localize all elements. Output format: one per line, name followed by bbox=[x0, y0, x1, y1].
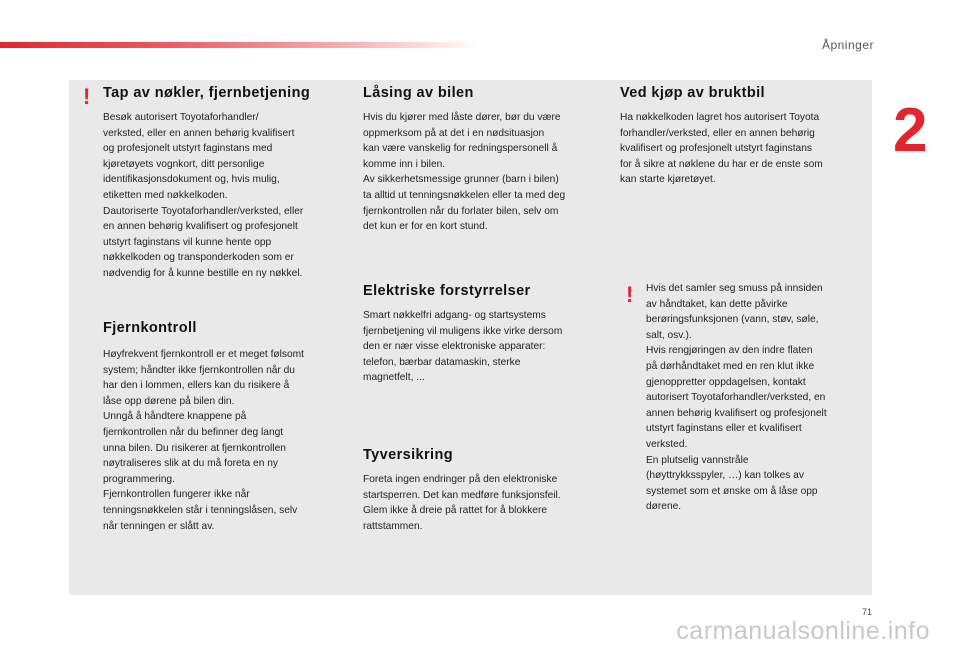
warning-icon: ! bbox=[83, 84, 91, 109]
column-2-immobiliser bbox=[363, 447, 613, 534]
column-1-remote bbox=[103, 320, 353, 534]
remote-control-text: Høyfrekvent fjernkontroll er et meget følsomt system; håndter ikke fjernkontrollen når du har den i lommen, ellers kan du risikere å låse opp dørene på bilen din. Unngå å håndtere knappene på fjernkontrollen når du befinner deg langt unna bilen. Du risikerer at fjernkontrollen nøytraliseres slik at du må foreta en ny programmering. Fjernkontrollen fungerer ikke når tenningsnøkkelen står i tenningslåsen, selv når tenningen er slått av. bbox=[103, 349, 304, 532]
section-title: Åpninger bbox=[821, 38, 874, 52]
heading-used-car: Ved kjøp av bruktbil bbox=[620, 85, 765, 101]
heading-electrical-interference: Elektriske forstyrrelser bbox=[363, 283, 531, 299]
warning-icon: ! bbox=[626, 282, 634, 307]
watermark: carmanualsonline.info bbox=[676, 617, 930, 645]
interference-text: Smart nøkkelfri adgang- og startsystems fjernbetjening vil muligens ikke virke dersom den er nær visse elektroniske apparater: telefon, bærbar datamaskin, sterke magnetfelt, ... bbox=[363, 310, 563, 384]
heading-locking: Låsing av bilen bbox=[363, 85, 474, 101]
locking-text: Hvis du kjører med låste dører, bør du være oppmerksom på at det i en nødsituasjon kan være vanskelig for redningspersonell å komme inn i bilen. Av sikkerhetsmessige grunner (barn i bilen) ta alltid ut tenningsnøkkelen eller ta med deg fjernkontrollen når du forlater bilen, selv om det kun er for en kort stund. bbox=[363, 112, 566, 233]
column-2-interference bbox=[363, 283, 613, 386]
chapter-number: 2 bbox=[893, 96, 928, 165]
page-number: 71 bbox=[861, 607, 872, 617]
column-3-used-car bbox=[620, 85, 870, 188]
column-2-locking bbox=[363, 85, 613, 235]
heading-immobiliser: Tyversikring bbox=[363, 447, 453, 463]
column-1 bbox=[103, 85, 353, 282]
immobiliser-text: Foreta ingen endringer på den elektroniske startsperren. Det kan medføre funksjonsfeil. Glem ikke å dreie på rattet for å blokkere rattstammen. bbox=[363, 474, 561, 532]
dirt-warning-text: Hvis det samler seg smuss på innsiden av håndtaket, kan dette påvirke berøringsfunksjonen (vann, støv, søle, salt, osv.). Hvis rengjøringen av den indre flaten på dørhåndtaket med en ren klut ikke gjenoppretter oppdagelsen, kontakt autorisert Toyotaforhandler/verksted, en annen behørig kvalifisert og profesjonelt utstyrt faginstans eller et kvalifisert verksted. En plutselig vannstråle (høyttrykksspyler, …) kan tolkes av systemet som et ønske om å låse opp dørene. bbox=[646, 283, 827, 513]
heading-lost-keys: Tap av nøkler, fjernbetjening bbox=[103, 85, 311, 101]
heading-remote-control: Fjernkontroll bbox=[103, 320, 197, 336]
used-car-text: Ha nøkkelkoden lagret hos autorisert Toyota forhandler/verksted, eller en annen behørig kvalifisert og profesjonelt utstyrt faginstans for å sikre at nøklene du har er de enste som kan starte kjøretøyet. bbox=[620, 112, 823, 186]
lost-keys-text: Besøk autorisert Toyotaforhandler/ verksted, eller en annen behørig kvalifisert og profesjonelt utstyrt faginstans med kjøretøyets vognkort, ditt personlige identifikasjonsdokument og, hvis mulig, etiketten med nøkkelkoden. Dautoriserte Toyotaforhandler/verksted, eller en annen behørig kvalifisert og profesjonelt utstyrt faginstans vil kunne hente opp nøkkelkoden og transponderkoden som er nødvendig for å kunne bestille en ny nøkkel. bbox=[103, 112, 304, 279]
column-3-dirt-warning bbox=[646, 281, 866, 515]
header-accent-bar bbox=[0, 42, 480, 48]
